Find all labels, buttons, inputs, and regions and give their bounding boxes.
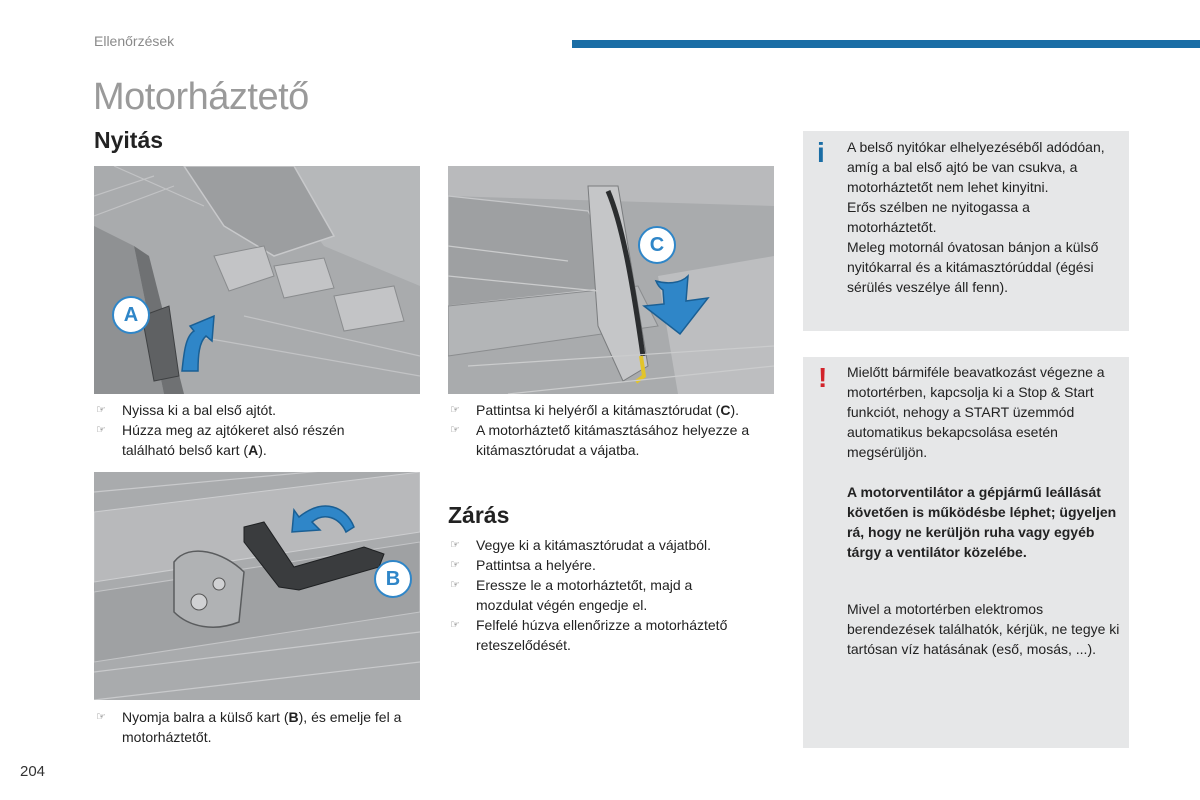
step-item: ☞ Felfelé húzva ellenőrizze a motorháztető reteszelődését. — [450, 617, 728, 653]
pointing-hand-icon: ☞ — [96, 711, 106, 723]
pointing-hand-icon: ☞ — [450, 424, 460, 436]
info-panel — [803, 131, 1129, 331]
pointing-hand-icon: ☞ — [450, 579, 460, 591]
warning-panel-text — [847, 362, 1123, 659]
steps-block-c — [448, 400, 778, 460]
steps-block-b — [94, 707, 424, 747]
step-item: ☞ Vegye ki a kitámasztórudat a vájatból. — [450, 537, 712, 553]
warning-panel — [803, 357, 1129, 748]
warning-text: Mivel a motortérben elektromos berendezések találhatók, kérjük, ne tegye ki tartósan víz hatásának (eső, mosás, ...). — [847, 601, 1120, 657]
step-item: ☞ Eressze le a motorháztetőt, majd a mozdulat végén engedje el. — [450, 577, 693, 613]
info-line: A belső nyitókar elhelyezéséből adódóan, amíg a bal első ajtó be van csukva, a motorháztetőt nem lehet kinyitni. — [847, 139, 1105, 195]
step-item: ☞ Húzza meg az ajtókeret alsó részén található belső kart (A). — [96, 422, 345, 458]
warning-icon: ! — [818, 362, 828, 393]
illustration-support-rod — [448, 166, 774, 394]
header-accent-bar — [572, 40, 1200, 48]
info-icon: i — [817, 137, 825, 168]
warning-text-bold: A motorventilátor a gépjármű leállását követően is működésbe léphet; ügyeljen rá, hogy ne kerüljön ruha vagy egyéb tárgy a ventilátor közelébe. — [847, 484, 1117, 560]
steps-block-a — [94, 400, 384, 460]
info-line: Erős szélben ne nyitogassa a motorháztetőt. — [847, 199, 1030, 235]
callout-a-badge: A — [112, 296, 150, 334]
step-item: ☞ Nyomja balra a külső kart (B), és emelje fel a motorháztetőt. — [96, 709, 402, 745]
illustration-exterior-release-lever — [94, 472, 420, 700]
callout-b-badge: B — [374, 560, 412, 598]
pointing-hand-icon: ☞ — [450, 404, 460, 416]
pointing-hand-icon: ☞ — [96, 404, 106, 416]
warning-text: Mielőtt bármiféle beavatkozást végezne a motortérben, kapcsolja ki a Stop & Start funkciót, nehogy a START üzemmód automatikus bekapcsolása esetén megsérüljön. — [847, 364, 1105, 460]
step-item: ☞ Pattintsa a helyére. — [450, 557, 596, 573]
step-item: ☞ A motorháztető kitámasztásához helyezze a kitámasztórudat a vájatba. — [450, 422, 750, 458]
closing-heading: Zárás — [448, 502, 510, 528]
pointing-hand-icon: ☞ — [450, 619, 460, 631]
info-line: Meleg motornál óvatosan bánjon a külső nyitókarral és a kitámasztórúddal (égési sérülés veszélye áll fenn). — [847, 239, 1099, 295]
opening-heading: Nyitás — [94, 127, 164, 153]
step-item: ☞ Pattintsa ki helyéről a kitámasztórudat (C). — [450, 402, 740, 418]
illustration-interior-release-lever — [94, 166, 420, 394]
callout-c-badge: C — [638, 226, 676, 264]
pointing-hand-icon: ☞ — [450, 539, 460, 551]
pointing-hand-icon: ☞ — [450, 559, 460, 571]
page-title: Motorháztető — [93, 76, 309, 118]
info-panel-text — [847, 137, 1107, 297]
section-label: Ellenőrzések — [94, 33, 175, 49]
pointing-hand-icon: ☞ — [96, 424, 106, 436]
step-item: ☞ Nyissa ki a bal első ajtót. — [96, 402, 277, 418]
page-number: 204 — [20, 763, 46, 780]
steps-closing — [448, 535, 748, 655]
